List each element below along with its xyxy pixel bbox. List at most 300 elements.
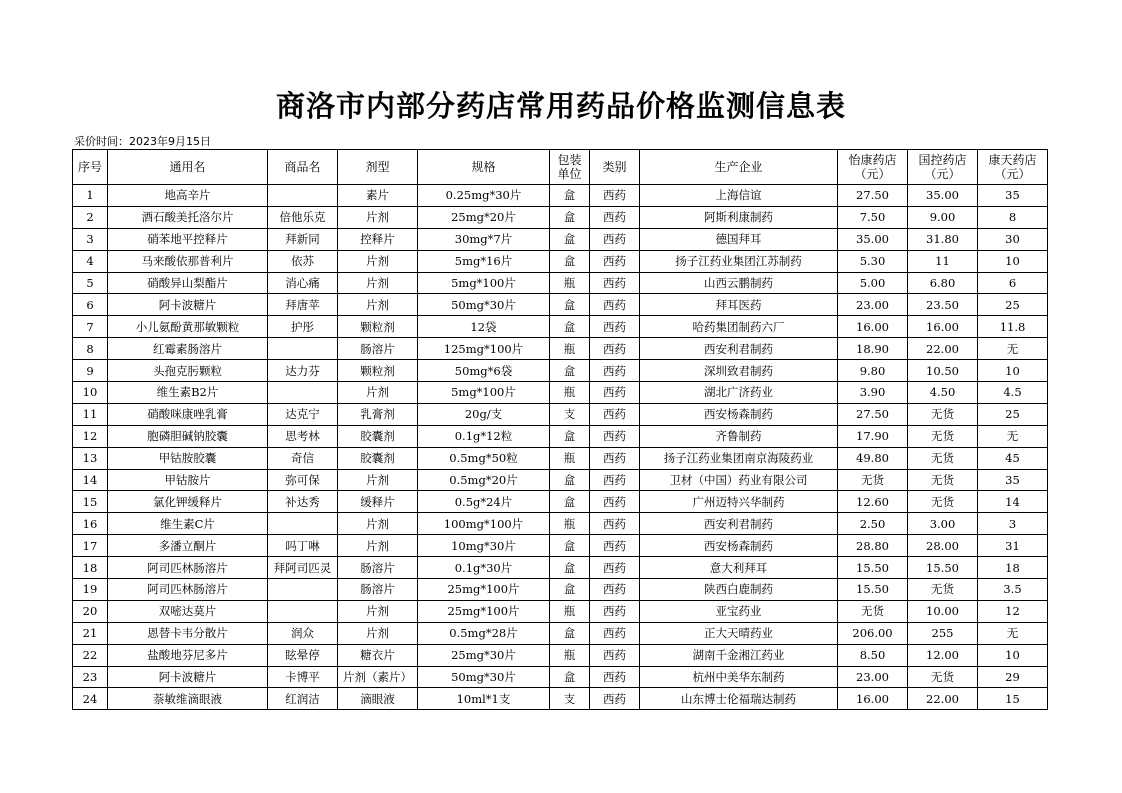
cell-unit: 瓶: [550, 513, 590, 535]
cell-dosage-form: 片剂: [338, 513, 418, 535]
table-row: [73, 425, 1048, 447]
cell-brand-name: 思考林: [268, 425, 338, 447]
col-header-no: 序号: [73, 150, 108, 185]
cell-no: 14: [73, 469, 108, 491]
cell-generic-name: 头孢克肟颗粒: [108, 360, 268, 382]
cell-no: 19: [73, 579, 108, 601]
cell-category: 西药: [590, 250, 640, 272]
cell-generic-name: 马来酸依那普利片: [108, 250, 268, 272]
table-row: [73, 644, 1048, 666]
cell-spec: 0.5mg*50粒: [418, 447, 550, 469]
cell-kangtian-price: 14: [978, 491, 1048, 513]
cell-brand-name: 润众: [268, 622, 338, 644]
cell-generic-name: 阿卡波糖片: [108, 294, 268, 316]
cell-manufacturer: 西安利君制药: [640, 338, 838, 360]
cell-generic-name: 萘敏维滴眼液: [108, 688, 268, 710]
cell-brand-name: 拜新同: [268, 228, 338, 250]
table-row: [73, 360, 1048, 382]
cell-brand-name: 倍他乐克: [268, 206, 338, 228]
table-row: [73, 338, 1048, 360]
cell-kangtian-price: 35: [978, 469, 1048, 491]
cell-kangtian-price: 3.5: [978, 579, 1048, 601]
cell-kangtian-price: 15: [978, 688, 1048, 710]
cell-no: 2: [73, 206, 108, 228]
cell-spec: 25mg*100片: [418, 600, 550, 622]
col-header-guokong-price: 国控药店（元）: [908, 150, 978, 185]
table-row: [73, 228, 1048, 250]
table-row: [73, 447, 1048, 469]
cell-generic-name: 多潘立酮片: [108, 535, 268, 557]
cell-yikang-price: 无货: [838, 600, 908, 622]
cell-no: 8: [73, 338, 108, 360]
cell-manufacturer: 齐鲁制药: [640, 425, 838, 447]
cell-no: 24: [73, 688, 108, 710]
cell-category: 西药: [590, 338, 640, 360]
cell-generic-name: 胞磷胆碱钠胶囊: [108, 425, 268, 447]
cell-no: 15: [73, 491, 108, 513]
cell-brand-name: [268, 579, 338, 601]
cell-dosage-form: 片剂: [338, 382, 418, 404]
cell-guokong-price: 4.50: [908, 382, 978, 404]
cell-category: 西药: [590, 579, 640, 601]
cell-kangtian-price: 3: [978, 513, 1048, 535]
cell-kangtian-price: 无: [978, 338, 1048, 360]
cell-dosage-form: 糖衣片: [338, 644, 418, 666]
cell-unit: 瓶: [550, 272, 590, 294]
cell-spec: 50mg*30片: [418, 666, 550, 688]
cell-manufacturer: 山东博士伦福瑞达制药: [640, 688, 838, 710]
cell-spec: 5mg*100片: [418, 382, 550, 404]
cell-category: 西药: [590, 206, 640, 228]
cell-dosage-form: 颗粒剂: [338, 360, 418, 382]
cell-unit: 支: [550, 688, 590, 710]
cell-no: 9: [73, 360, 108, 382]
cell-category: 西药: [590, 185, 640, 207]
cell-no: 10: [73, 382, 108, 404]
cell-generic-name: 恩替卡韦分散片: [108, 622, 268, 644]
table-row: [73, 557, 1048, 579]
cell-brand-name: 达克宁: [268, 403, 338, 425]
cell-kangtian-price: 35: [978, 185, 1048, 207]
cell-kangtian-price: 10: [978, 250, 1048, 272]
cell-dosage-form: 片剂: [338, 469, 418, 491]
cell-category: 西药: [590, 425, 640, 447]
cell-no: 3: [73, 228, 108, 250]
cell-yikang-price: 16.00: [838, 688, 908, 710]
cell-kangtian-price: 4.5: [978, 382, 1048, 404]
cell-yikang-price: 15.50: [838, 557, 908, 579]
cell-dosage-form: 片剂: [338, 272, 418, 294]
cell-dosage-form: 片剂: [338, 622, 418, 644]
cell-generic-name: 硝酸异山梨酯片: [108, 272, 268, 294]
cell-category: 西药: [590, 294, 640, 316]
cell-kangtian-price: 10: [978, 360, 1048, 382]
cell-spec: 12袋: [418, 316, 550, 338]
cell-guokong-price: 12.00: [908, 644, 978, 666]
cell-category: 西药: [590, 666, 640, 688]
cell-no: 17: [73, 535, 108, 557]
cell-manufacturer: 意大利拜耳: [640, 557, 838, 579]
cell-unit: 盒: [550, 360, 590, 382]
table-row: [73, 535, 1048, 557]
cell-kangtian-price: 29: [978, 666, 1048, 688]
cell-guokong-price: 无货: [908, 491, 978, 513]
table-row: [73, 403, 1048, 425]
cell-unit: 瓶: [550, 338, 590, 360]
cell-generic-name: 盐酸地芬尼多片: [108, 644, 268, 666]
cell-yikang-price: 206.00: [838, 622, 908, 644]
table-row: [73, 622, 1048, 644]
cell-brand-name: [268, 513, 338, 535]
cell-generic-name: 氯化钾缓释片: [108, 491, 268, 513]
cell-spec: 5mg*100片: [418, 272, 550, 294]
cell-no: 12: [73, 425, 108, 447]
cell-spec: 0.25mg*30片: [418, 185, 550, 207]
cell-category: 西药: [590, 272, 640, 294]
cell-unit: 瓶: [550, 600, 590, 622]
cell-no: 16: [73, 513, 108, 535]
cell-category: 西药: [590, 228, 640, 250]
cell-yikang-price: 28.80: [838, 535, 908, 557]
cell-brand-name: 奇信: [268, 447, 338, 469]
cell-guokong-price: 23.50: [908, 294, 978, 316]
cell-unit: 盒: [550, 491, 590, 513]
cell-spec: 25mg*20片: [418, 206, 550, 228]
cell-dosage-form: 片剂: [338, 600, 418, 622]
cell-unit: 瓶: [550, 447, 590, 469]
cell-generic-name: 甲钴胺胶囊: [108, 447, 268, 469]
cell-manufacturer: 正大天晴药业: [640, 622, 838, 644]
cell-manufacturer: 扬子江药业集团江苏制药: [640, 250, 838, 272]
table-row: [73, 206, 1048, 228]
cell-guokong-price: 无货: [908, 403, 978, 425]
cell-generic-name: 阿卡波糖片: [108, 666, 268, 688]
table-row: [73, 600, 1048, 622]
cell-yikang-price: 12.60: [838, 491, 908, 513]
cell-spec: 30mg*7片: [418, 228, 550, 250]
cell-unit: 盒: [550, 622, 590, 644]
cell-spec: 100mg*100片: [418, 513, 550, 535]
cell-dosage-form: 片剂: [338, 250, 418, 272]
cell-guokong-price: 22.00: [908, 338, 978, 360]
cell-guokong-price: 9.00: [908, 206, 978, 228]
table-row: [73, 688, 1048, 710]
cell-guokong-price: 28.00: [908, 535, 978, 557]
cell-brand-name: 拜阿司匹灵: [268, 557, 338, 579]
cell-category: 西药: [590, 382, 640, 404]
cell-generic-name: 酒石酸美托洛尔片: [108, 206, 268, 228]
cell-category: 西药: [590, 447, 640, 469]
cell-category: 西药: [590, 469, 640, 491]
cell-manufacturer: 扬子江药业集团南京海陵药业: [640, 447, 838, 469]
cell-dosage-form: 颗粒剂: [338, 316, 418, 338]
cell-brand-name: 红润洁: [268, 688, 338, 710]
cell-dosage-form: 片剂: [338, 535, 418, 557]
table-row: [73, 185, 1048, 207]
cell-dosage-form: 乳膏剂: [338, 403, 418, 425]
cell-category: 西药: [590, 360, 640, 382]
table-row: [73, 666, 1048, 688]
cell-yikang-price: 27.50: [838, 185, 908, 207]
cell-spec: 0.5g*24片: [418, 491, 550, 513]
table-row: [73, 382, 1048, 404]
cell-spec: 0.1g*30片: [418, 557, 550, 579]
col-header-kangtian-price: 康天药店（元）: [978, 150, 1048, 185]
cell-no: 1: [73, 185, 108, 207]
cell-manufacturer: 德国拜耳: [640, 228, 838, 250]
cell-brand-name: 护彤: [268, 316, 338, 338]
cell-kangtian-price: 10: [978, 644, 1048, 666]
cell-yikang-price: 7.50: [838, 206, 908, 228]
cell-unit: 盒: [550, 316, 590, 338]
cell-brand-name: 补达秀: [268, 491, 338, 513]
cell-category: 西药: [590, 644, 640, 666]
cell-yikang-price: 16.00: [838, 316, 908, 338]
cell-brand-name: [268, 338, 338, 360]
cell-dosage-form: 肠溶片: [338, 579, 418, 601]
cell-guokong-price: 无货: [908, 469, 978, 491]
cell-spec: 0.5mg*20片: [418, 469, 550, 491]
cell-generic-name: 硝酸咪康唑乳膏: [108, 403, 268, 425]
cell-no: 21: [73, 622, 108, 644]
cell-guokong-price: 31.80: [908, 228, 978, 250]
cell-generic-name: 阿司匹林肠溶片: [108, 557, 268, 579]
cell-brand-name: 拜唐苹: [268, 294, 338, 316]
col-header-category: 类别: [590, 150, 640, 185]
cell-unit: 盒: [550, 185, 590, 207]
cell-guokong-price: 11: [908, 250, 978, 272]
cell-guokong-price: 15.50: [908, 557, 978, 579]
cell-category: 西药: [590, 600, 640, 622]
cell-kangtian-price: 6: [978, 272, 1048, 294]
cell-generic-name: 小儿氨酚黄那敏颗粒: [108, 316, 268, 338]
cell-yikang-price: 35.00: [838, 228, 908, 250]
cell-brand-name: 弥可保: [268, 469, 338, 491]
cell-category: 西药: [590, 491, 640, 513]
cell-manufacturer: 西安利君制药: [640, 513, 838, 535]
table-header-row: [73, 150, 1048, 185]
cell-no: 6: [73, 294, 108, 316]
cell-spec: 50mg*30片: [418, 294, 550, 316]
cell-dosage-form: 肠溶片: [338, 338, 418, 360]
cell-kangtian-price: 25: [978, 403, 1048, 425]
cell-manufacturer: 杭州中美华东制药: [640, 666, 838, 688]
cell-category: 西药: [590, 688, 640, 710]
cell-category: 西药: [590, 513, 640, 535]
cell-manufacturer: 哈药集团制药六厂: [640, 316, 838, 338]
table-row: [73, 316, 1048, 338]
cell-manufacturer: 湖北广济药业: [640, 382, 838, 404]
cell-brand-name: [268, 382, 338, 404]
col-header-dosage-form: 剂型: [338, 150, 418, 185]
cell-kangtian-price: 无: [978, 622, 1048, 644]
cell-dosage-form: 素片: [338, 185, 418, 207]
cell-unit: 盒: [550, 228, 590, 250]
table-row: [73, 513, 1048, 535]
cell-brand-name: 依苏: [268, 250, 338, 272]
cell-unit: 盒: [550, 206, 590, 228]
cell-no: 11: [73, 403, 108, 425]
cell-no: 13: [73, 447, 108, 469]
cell-spec: 125mg*100片: [418, 338, 550, 360]
cell-kangtian-price: 31: [978, 535, 1048, 557]
cell-brand-name: [268, 600, 338, 622]
cell-guokong-price: 10.00: [908, 600, 978, 622]
cell-category: 西药: [590, 622, 640, 644]
cell-generic-name: 甲钴胺片: [108, 469, 268, 491]
cell-generic-name: 维生素B2片: [108, 382, 268, 404]
cell-dosage-form: 滴眼液: [338, 688, 418, 710]
cell-kangtian-price: 12: [978, 600, 1048, 622]
cell-no: 7: [73, 316, 108, 338]
cell-guokong-price: 10.50: [908, 360, 978, 382]
cell-kangtian-price: 25: [978, 294, 1048, 316]
cell-guokong-price: 255: [908, 622, 978, 644]
cell-kangtian-price: 30: [978, 228, 1048, 250]
cell-brand-name: 消心痛: [268, 272, 338, 294]
cell-unit: 盒: [550, 666, 590, 688]
cell-manufacturer: 阿斯利康制药: [640, 206, 838, 228]
cell-manufacturer: 陕西白鹿制药: [640, 579, 838, 601]
cell-category: 西药: [590, 403, 640, 425]
cell-guokong-price: 无货: [908, 579, 978, 601]
table-row: [73, 272, 1048, 294]
col-header-spec: 规格: [418, 150, 550, 185]
cell-spec: 20g/支: [418, 403, 550, 425]
cell-no: 22: [73, 644, 108, 666]
cell-category: 西药: [590, 535, 640, 557]
cell-brand-name: 眩晕停: [268, 644, 338, 666]
cell-yikang-price: 15.50: [838, 579, 908, 601]
table-body: [73, 185, 1048, 710]
cell-manufacturer: 湖南千金湘江药业: [640, 644, 838, 666]
cell-spec: 25mg*100片: [418, 579, 550, 601]
cell-guokong-price: 6.80: [908, 272, 978, 294]
col-header-unit: 包装单位: [550, 150, 590, 185]
table-row: [73, 294, 1048, 316]
cell-generic-name: 阿司匹林肠溶片: [108, 579, 268, 601]
col-header-brand-name: 商品名: [268, 150, 338, 185]
table-row: [73, 491, 1048, 513]
cell-yikang-price: 5.30: [838, 250, 908, 272]
cell-guokong-price: 无货: [908, 447, 978, 469]
cell-dosage-form: 控释片: [338, 228, 418, 250]
cell-yikang-price: 9.80: [838, 360, 908, 382]
cell-spec: 0.5mg*28片: [418, 622, 550, 644]
cell-spec: 5mg*16片: [418, 250, 550, 272]
cell-manufacturer: 西安杨森制药: [640, 403, 838, 425]
cell-dosage-form: 肠溶片: [338, 557, 418, 579]
cell-yikang-price: 18.90: [838, 338, 908, 360]
cell-yikang-price: 27.50: [838, 403, 908, 425]
cell-yikang-price: 无货: [838, 469, 908, 491]
cell-category: 西药: [590, 316, 640, 338]
cell-brand-name: 吗丁啉: [268, 535, 338, 557]
cell-kangtian-price: 11.8: [978, 316, 1048, 338]
cell-generic-name: 硝苯地平控释片: [108, 228, 268, 250]
cell-kangtian-price: 无: [978, 425, 1048, 447]
cell-kangtian-price: 45: [978, 447, 1048, 469]
cell-manufacturer: 亚宝药业: [640, 600, 838, 622]
cell-yikang-price: 49.80: [838, 447, 908, 469]
cell-dosage-form: 缓释片: [338, 491, 418, 513]
table-row: [73, 250, 1048, 272]
cell-unit: 盒: [550, 579, 590, 601]
table-row: [73, 579, 1048, 601]
cell-brand-name: 达力芬: [268, 360, 338, 382]
cell-no: 4: [73, 250, 108, 272]
cell-no: 23: [73, 666, 108, 688]
cell-manufacturer: 深圳致君制药: [640, 360, 838, 382]
cell-unit: 盒: [550, 535, 590, 557]
cell-category: 西药: [590, 557, 640, 579]
cell-kangtian-price: 8: [978, 206, 1048, 228]
cell-yikang-price: 17.90: [838, 425, 908, 447]
collection-date: 采价时间：2023年9月15日: [74, 135, 211, 148]
cell-yikang-price: 3.90: [838, 382, 908, 404]
cell-yikang-price: 23.00: [838, 666, 908, 688]
cell-brand-name: [268, 185, 338, 207]
cell-spec: 50mg*6袋: [418, 360, 550, 382]
col-header-manufacturer: 生产企业: [640, 150, 838, 185]
cell-unit: 盒: [550, 250, 590, 272]
cell-guokong-price: 35.00: [908, 185, 978, 207]
cell-yikang-price: 5.00: [838, 272, 908, 294]
cell-brand-name: 卡博平: [268, 666, 338, 688]
cell-unit: 盒: [550, 469, 590, 491]
cell-dosage-form: 片剂（素片）: [338, 666, 418, 688]
cell-unit: 瓶: [550, 644, 590, 666]
cell-guokong-price: 无货: [908, 425, 978, 447]
cell-spec: 10mg*30片: [418, 535, 550, 557]
cell-guokong-price: 3.00: [908, 513, 978, 535]
cell-generic-name: 维生素C片: [108, 513, 268, 535]
page-title: 商洛市内部分药店常用药品价格监测信息表: [275, 89, 846, 123]
cell-guokong-price: 22.00: [908, 688, 978, 710]
cell-guokong-price: 无货: [908, 666, 978, 688]
cell-kangtian-price: 18: [978, 557, 1048, 579]
cell-no: 18: [73, 557, 108, 579]
col-header-generic-name: 通用名: [108, 150, 268, 185]
cell-yikang-price: 23.00: [838, 294, 908, 316]
cell-no: 20: [73, 600, 108, 622]
cell-dosage-form: 片剂: [338, 294, 418, 316]
cell-spec: 10ml*1支: [418, 688, 550, 710]
cell-manufacturer: 山西云鹏制药: [640, 272, 838, 294]
cell-unit: 瓶: [550, 382, 590, 404]
cell-unit: 盒: [550, 557, 590, 579]
cell-dosage-form: 胶囊剂: [338, 447, 418, 469]
cell-manufacturer: 拜耳医药: [640, 294, 838, 316]
col-header-yikang-price: 怡康药店（元）: [838, 150, 908, 185]
cell-guokong-price: 16.00: [908, 316, 978, 338]
cell-dosage-form: 片剂: [338, 206, 418, 228]
cell-dosage-form: 胶囊剂: [338, 425, 418, 447]
cell-generic-name: 红霉素肠溶片: [108, 338, 268, 360]
cell-generic-name: 地高辛片: [108, 185, 268, 207]
cell-generic-name: 双嘧达莫片: [108, 600, 268, 622]
cell-spec: 25mg*30片: [418, 644, 550, 666]
cell-manufacturer: 广州迈特兴华制药: [640, 491, 838, 513]
price-table: [72, 149, 1048, 710]
table-row: [73, 469, 1048, 491]
cell-unit: 盒: [550, 425, 590, 447]
cell-manufacturer: 卫材（中国）药业有限公司: [640, 469, 838, 491]
cell-manufacturer: 上海信谊: [640, 185, 838, 207]
cell-unit: 支: [550, 403, 590, 425]
cell-yikang-price: 8.50: [838, 644, 908, 666]
cell-spec: 0.1g*12粒: [418, 425, 550, 447]
